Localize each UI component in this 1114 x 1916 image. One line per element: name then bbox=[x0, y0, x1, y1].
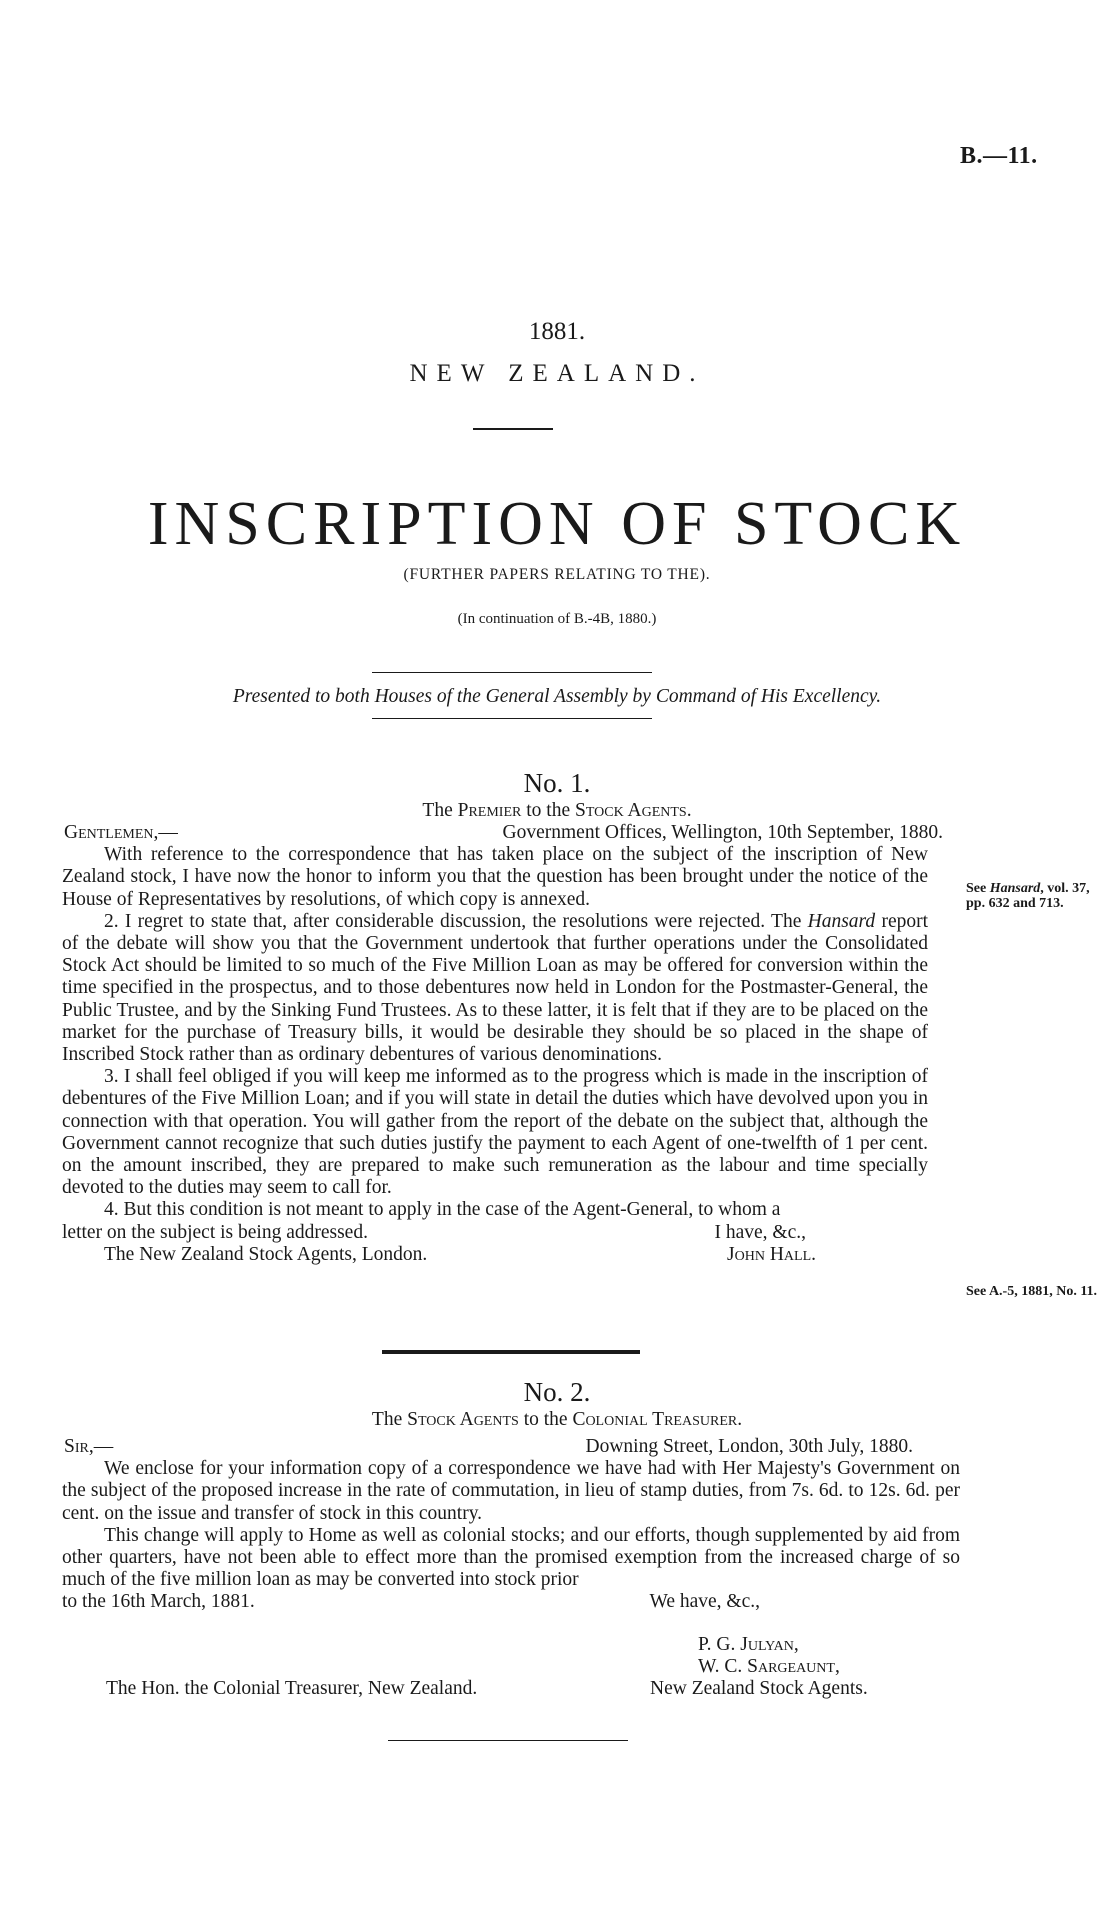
letter-number: No. 2. bbox=[523, 1377, 591, 1407]
continuation-note: (In continuation of B.-4B, 1880.) bbox=[457, 611, 657, 627]
signature: John Hall. bbox=[727, 1243, 816, 1265]
year: 1881. bbox=[528, 318, 586, 345]
margin-note: See A.-5, 1881, No. 11. bbox=[966, 1284, 1098, 1299]
presented-line: Presented to both Houses of the General Assembly by Command of His Excellency. bbox=[232, 686, 882, 707]
salutation: Gentlemen,— bbox=[64, 822, 178, 843]
divider-rule bbox=[372, 672, 652, 673]
divider-rule bbox=[382, 1350, 640, 1354]
letter-address: Government Offices, Wellington, 10th September, 1880. bbox=[502, 822, 943, 843]
page-title: INSCRIPTION OF STOCK bbox=[147, 490, 967, 558]
closing: We have, &c., bbox=[649, 1591, 760, 1613]
divider-rule bbox=[372, 718, 652, 719]
closing: I have, &c., bbox=[714, 1221, 806, 1243]
signature-title: New Zealand Stock Agents. bbox=[650, 1678, 868, 1699]
salutation: Sir,— bbox=[64, 1436, 114, 1457]
letter-heading: The Premier to the Stock Agents. bbox=[422, 800, 692, 821]
paragraph: 3. I shall feel obliged if you will keep me informed as to the progress which is made in the inscription of debentures of the Five Million Loan; and if you will state in detail the duties which have devolved upon you in connection with that operation. You will gather from the report of the debate on the subject that, although the Government cannot recognize that such duties justify the payment to each Agent of one-twelfth of 1 per cent. on the amount inscribed, they are prepared to make such remuneration as the labour and time specially devoted to the duties may seem to call for. bbox=[62, 1066, 928, 1199]
divider-rule bbox=[388, 1740, 628, 1741]
letter-number: No. 1. bbox=[523, 768, 591, 798]
paragraph: With reference to the correspondence that has taken place on the subject of the inscription of New Zealand stock, I have now the honor to inform you that the question has been brought under the notice of the House of Representatives by resolutions, of which copy is annexed. bbox=[62, 844, 928, 910]
letter-address: Downing Street, London, 30th July, 1880. bbox=[585, 1436, 913, 1457]
country: NEW ZEALAND. bbox=[409, 360, 705, 387]
signature: P. G. Julyan, W. C. Sargeaunt, bbox=[698, 1634, 840, 1677]
paragraph: 2. I regret to state that, after considerable discussion, the resolutions were rejected. The Hansard report of the debate will show you that the Government undertook that further operations under the Consolidated Stock Act should be limited to so much of the Five Million Loan as may be offered for conversion within the time specified in the prospectus, and to those debentures now held in London for the Postmaster-General, the Public Trustee, and by the Sinking Fund Trustees. As to these latter, it is felt that if they are to be placed on the market for the purchase of Treasury bills, it would be desirable they should be so placed in the shape of Inscribed Stock rather than as ordinary debentures of various denominations. bbox=[62, 910, 929, 1066]
letter-body bbox=[62, 1436, 960, 1614]
addressee: The New Zealand Stock Agents, London. bbox=[104, 1243, 428, 1265]
letter-heading: The Stock Agents to the Colonial Treasurer. bbox=[371, 1409, 743, 1430]
subtitle: (FURTHER PAPERS RELATING TO THE). bbox=[403, 566, 711, 583]
letter-body bbox=[62, 822, 960, 1266]
divider-rule bbox=[473, 428, 553, 430]
addressee: The Hon. the Colonial Treasurer, New Zealand. bbox=[106, 1678, 478, 1699]
paragraph: 4. But this condition is not meant to apply in the case of the Agent-General, to whom a bbox=[104, 1199, 781, 1221]
paper-reference: B.—11. bbox=[960, 143, 1038, 169]
paragraph-end: letter on the subject is being addressed. bbox=[62, 1221, 368, 1243]
margin-note: See Hansard, vol. 37, pp. 632 and 713. bbox=[966, 881, 1090, 911]
paragraph-end: to the 16th March, 1881. bbox=[62, 1591, 255, 1613]
paragraph: This change will apply to Home as well as colonial stocks; and our efforts, though supplemented by aid from other quarters, have not been able to effect more than the promised exemption from the increased charge of so much of the five million loan as may be converted into stock prior bbox=[62, 1524, 960, 1591]
paragraph: We enclose for your information copy of a correspondence we have had with Her Majesty's Government on the subject of the proposed increase in the rate of commutation, in lieu of stamp duties, from 7s. 6d. to 12s. 6d. per cent. on the issue and transfer of stock in this country. bbox=[62, 1458, 960, 1524]
